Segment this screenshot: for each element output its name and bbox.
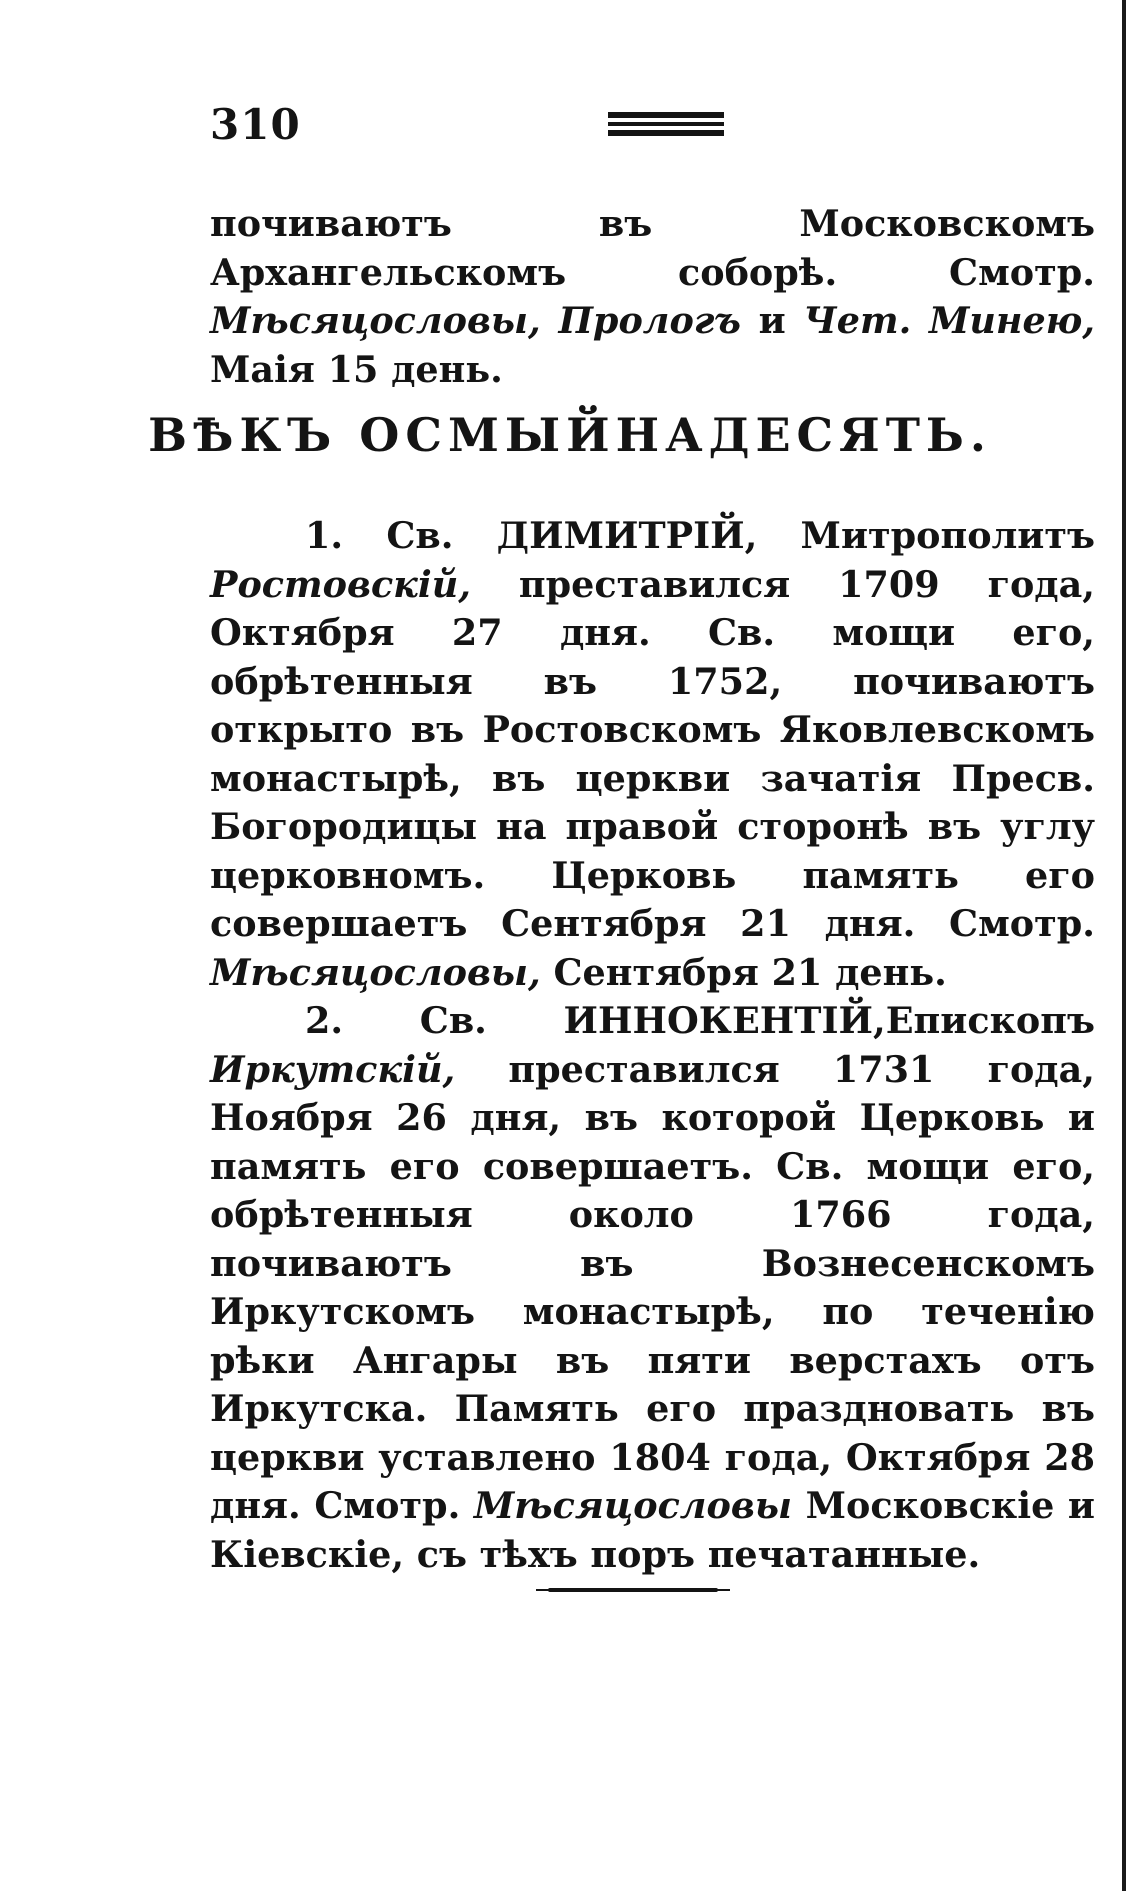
entry-body: преставился 1709 года, Октября 27 дня. Св. мощи его, обрѣтенныя въ 1752, почиваютъ открыто въ Ростовскомъ Яковлевскомъ монастырѣ, въ церкви зачатія Пресв. Богородицы на правой сторонѣ въ углу церковномъ. Церковь память его совершаетъ Сентября 21 дня. Смотр. bbox=[210, 562, 1095, 945]
entry-reference: Мѣсяцословы, bbox=[210, 950, 541, 994]
entry-paragraph bbox=[210, 997, 1095, 1579]
continuation-line-2-tail: и bbox=[740, 299, 786, 342]
continuation-line-1: почиваютъ въ Московскомъ Архангельскомъ bbox=[210, 202, 1095, 294]
entries-block bbox=[210, 512, 1095, 1579]
entry-see: Ростовскій, bbox=[210, 562, 471, 606]
continuation-paragraph bbox=[210, 200, 1095, 394]
entry-number: 1. bbox=[305, 514, 344, 557]
entry-title: Митрополитъ bbox=[757, 514, 1095, 557]
section-heading: ВѢКЪ ОСМЫЙНАДЕСЯТЬ. bbox=[148, 408, 992, 462]
entry-reference: Мѣсяцословы bbox=[473, 1484, 792, 1527]
entry-number: 2. bbox=[305, 999, 344, 1042]
continuation-line-3-tail: Маія 15 день. bbox=[210, 347, 503, 391]
entry-see: Иркутскій, bbox=[210, 1047, 456, 1091]
page-number: 310 bbox=[210, 100, 301, 149]
entry-reference-tail: Московскіе и Кіевскіе, съ тѣхъ поръ печатанные. bbox=[210, 1484, 1095, 1576]
entry-body: преставился 1731 года, Ноября 26 дня, въ которой Церковь и память его совершаетъ. Св. мощи его, обрѣтенныя около 1766 года, почиваютъ въ Вознесенскомъ Иркутскомъ монастырѣ, по теченію рѣки Ангары въ пяти верстахъ отъ Иркутска. Память его праздновать въ церкви уставлено 1804 года, Октября 28 дня. Смотр. bbox=[210, 1047, 1095, 1527]
header-ornament-rule bbox=[608, 112, 724, 140]
continuation-line-2-roman: соборѣ. Смотр. bbox=[678, 250, 1095, 294]
continuation-line-2-italic: Мѣсяцословы, Прологъ bbox=[210, 299, 741, 342]
end-ornament-rule bbox=[548, 1588, 718, 1592]
entry-paragraph bbox=[210, 512, 1095, 997]
continuation-line-3-italic: Чет. Минею, bbox=[803, 299, 1096, 342]
entry-saint-name: Св. ИННОКЕНТІЙ, bbox=[419, 999, 886, 1042]
entry-reference-tail: Сентября 21 день. bbox=[540, 950, 947, 994]
page-edge-line bbox=[1122, 0, 1126, 1891]
entry-title: Епископъ bbox=[885, 999, 1095, 1042]
entry-saint-name: Св. ДИМИТРІЙ, bbox=[386, 514, 758, 557]
